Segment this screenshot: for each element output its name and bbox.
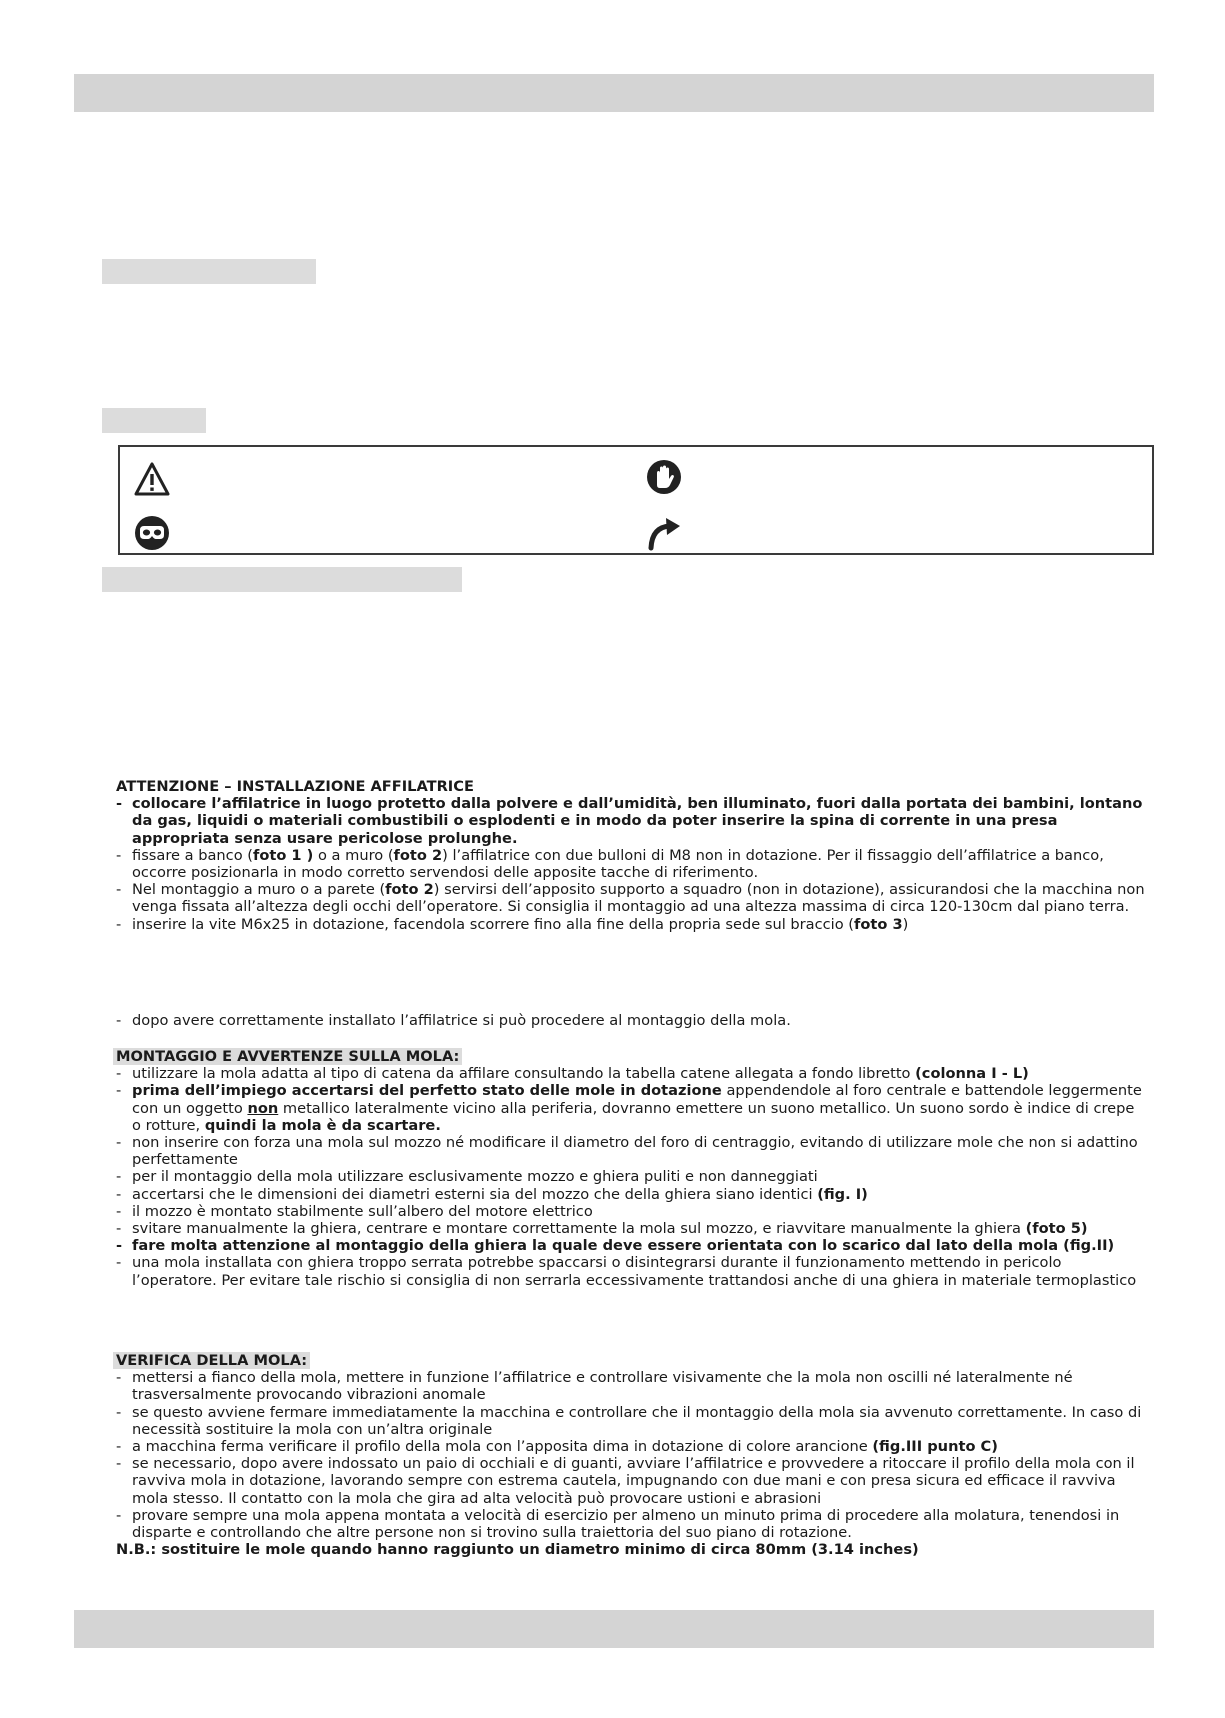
list-item: - una mola installata con ghiera troppo serrata potrebbe spaccarsi o disintegrarsi durante il funzionamento mettendo in pericolo l’operatore. Per evitare tale rischio si consiglia di non serrarla eccessivamente trattandosi anche di una ghiera in materiale termoplastico bbox=[116, 1254, 1137, 1289]
list-item: - dopo avere correttamente installato l’affilatrice si può procedere al montaggio della mola. bbox=[116, 1012, 791, 1029]
list-item: - il mozzo è montato stabilmente sull’albero del motore elettrico bbox=[116, 1202, 593, 1220]
list-item: - provare sempre una mola appena montata a velocità di esercizio per almeno un minuto prima di procedere alla molatura, tenendosi in disparte e controllando che altre persone non si trovino sulla traiettoria del suo piano di rotazione. bbox=[116, 1506, 1120, 1542]
list-item: - a macchina ferma verificare il profilo della mola con l’apposita dima in dotazione di colore arancione (fig.III punto C) bbox=[116, 1438, 998, 1456]
section-title-bar-3 bbox=[102, 567, 462, 592]
list-item: - collocare l’affilatrice in luogo protetto dalla polvere e dall’umidità, ben illuminato, fuori dalla portata dei bambini, lontano da gas, liquidi o materiali combustibili o esplodenti e in modo da poter inserire la spina di corrente in una presa appropriata senza usare pericolose prolunghe. bbox=[116, 795, 1143, 847]
list-item: - mettersi a fianco della mola, mettere in funzione l’affilatrice e controllare visivamente che la mola non oscilli né lateralmente né trasversalmente provocando vibrazioni anomale bbox=[116, 1369, 1073, 1404]
section-title-bar-2 bbox=[102, 408, 206, 433]
mounting-heading: MONTAGGIO E AVVERTENZE SULLA MOLA: bbox=[113, 1048, 462, 1065]
warning-triangle-icon bbox=[134, 461, 170, 497]
section-title-bar-1 bbox=[102, 259, 316, 284]
list-item: - fissare a banco (foto 1 ) o a muro (foto 2) l’affilatrice con due bulloni di M8 non in dotazione. Per il fissaggio dell’affilatrice a banco, occorre posizionarla in modo corretto servendosi delle apposite tacche di riferimento. bbox=[116, 846, 1104, 882]
glove-hand-icon bbox=[646, 459, 682, 495]
list-item: - Nel montaggio a muro o a parete (foto 2) servirsi dell’apposito supporto a squadro (non in dotazione), assicurandosi che la macchina non venga fissata all’altezza degli occhi dell’operatore. Si consiglia il montaggio ad una altezza massima di circa 120-130cm dal piano terra. bbox=[116, 881, 1145, 916]
list-item: - se necessario, dopo avere indossato un paio di occhiali e di guanti, avviare l’affilatrice e provvedere a ritoccare il profilo della mola con il ravviva mola in dotazione, lavorando sempre con estrema cautela, impugnando con due mani e con presa sicura ed efficace il ravviva mola stesso. Il contatto con la mola che gira ad alta velocità può provocare ustioni e abrasioni bbox=[116, 1455, 1135, 1507]
header-band bbox=[74, 74, 1154, 112]
installation-final-note bbox=[116, 1012, 1146, 1029]
list-item: - se questo avviene fermare immediatamente la macchina e controllare che il montaggio della mola sia avvenuto correttamente. In caso di necessità sostituire la mola con un’altra originale bbox=[116, 1403, 1142, 1438]
list-item: - inserire la vite M6x25 in dotazione, facendola scorrere fino alla fine della propria sede sul braccio (foto 3) bbox=[116, 915, 909, 933]
safety-goggles-icon bbox=[134, 515, 170, 551]
safety-icons-box bbox=[118, 445, 1154, 555]
installation-heading: ATTENZIONE – INSTALLAZIONE AFFILATRICE bbox=[116, 778, 474, 795]
list-item: - fare molta attenzione al montaggio della ghiera la quale deve essere orientata con lo scarico dal lato della mola (fig.II) bbox=[116, 1237, 1115, 1255]
footer-band bbox=[74, 1610, 1154, 1648]
list-item: - per il montaggio della mola utilizzare esclusivamente mozzo e ghiera puliti e non danneggiati bbox=[116, 1168, 818, 1186]
verification-section bbox=[116, 1352, 1146, 1558]
list-item: - utilizzare la mola adatta al tipo di catena da affilare consultando la tabella catene allegata a fondo libretto (colonna I - L) bbox=[116, 1065, 1029, 1083]
list-item: - svitare manualmente la ghiera, centrare e montare correttamente la mola sul mozzo, e riavvitare manualmente la ghiera (foto 5) bbox=[116, 1220, 1088, 1238]
rotation-arrow-icon bbox=[646, 515, 682, 551]
installation-section bbox=[116, 778, 1146, 933]
list-item: - accertarsi che le dimensioni dei diametri esterni sia del mozzo che della ghiera siano identici (fig. I) bbox=[116, 1185, 868, 1203]
verification-heading: VERIFICA DELLA MOLA: bbox=[113, 1352, 310, 1369]
list-item: - prima dell’impiego accertarsi del perfetto stato delle mole in dotazione appendendole al foro centrale e battendole leggermente con un oggetto non metallico lateralmente vicino alla periferia, dovranno emettere un suono metallico. Un suono sordo è indice di crepe o rotture, quindi la mola è da scartare. bbox=[116, 1082, 1142, 1134]
mounting-section bbox=[116, 1048, 1146, 1289]
nb-note: N.B.: sostituire le mole quando hanno raggiunto un diametro minimo di circa 80mm (3.14 inches) bbox=[116, 1541, 919, 1559]
list-item: - non inserire con forza una mola sul mozzo né modificare il diametro del foro di centraggio, evitando di utilizzare mole che non si adattino perfettamente bbox=[116, 1134, 1138, 1169]
